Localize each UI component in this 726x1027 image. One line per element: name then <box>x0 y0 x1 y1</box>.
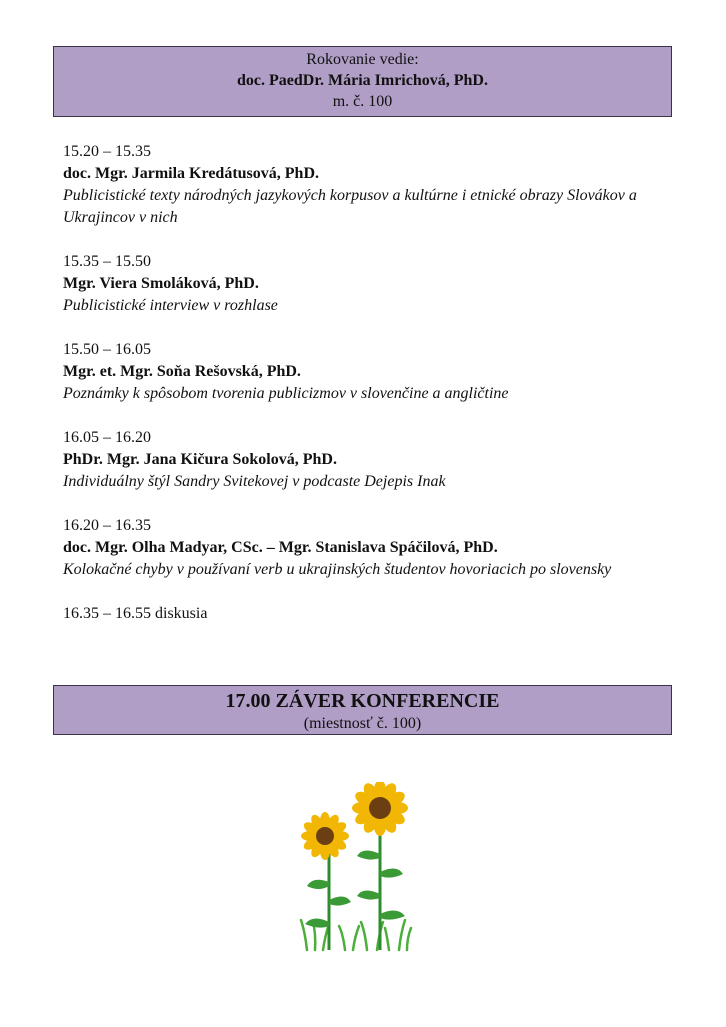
chair-box <box>53 46 672 117</box>
talk-item <box>63 339 673 405</box>
talk-speaker: doc. Mgr. Olha Madyar, CSc. – Mgr. Stanislava Spáčilová, PhD. <box>63 539 498 556</box>
talk-title: Publicistické texty národných jazykových korpusov a kultúrne i etnické obrazy Slovákov a Ukrajincov v nich <box>63 187 637 226</box>
talk-time: 16.20 – 16.35 <box>63 517 151 534</box>
closing-box <box>53 685 672 735</box>
talk-item <box>63 515 673 581</box>
talk-title: Individuálny štýl Sandry Svitekovej v podcaste Dejepis Inak <box>63 473 446 490</box>
talk-time: 15.35 – 15.50 <box>63 253 151 270</box>
talk-speaker: Mgr. Viera Smoláková, PhD. <box>63 275 259 292</box>
talk-time: 15.50 – 16.05 <box>63 341 151 358</box>
talk-item <box>63 427 673 493</box>
session-list <box>63 141 673 625</box>
talk-speaker: Mgr. et. Mgr. Soňa Rešovská, PhD. <box>63 363 301 380</box>
talk-title: Publicistické interview v rozhlase <box>63 297 278 314</box>
talk-speaker: doc. Mgr. Jarmila Kredátusová, PhD. <box>63 165 319 182</box>
talk-item <box>63 251 673 317</box>
talk-time: 15.20 – 15.35 <box>63 143 151 160</box>
chair-room: m. č. 100 <box>332 93 393 110</box>
talk-item <box>63 141 673 229</box>
talk-speaker: PhDr. Mgr. Jana Kičura Sokolová, PhD. <box>63 451 337 468</box>
talk-title: Poznámky k spôsobom tvorenia publicizmov v slovenčine a angličtine <box>63 385 509 402</box>
chair-name: doc. PaedDr. Mária Imrichová, PhD. <box>237 72 488 89</box>
closing-title: 17.00 ZÁVER KONFERENCIE <box>225 690 500 712</box>
talk-title: Kolokačné chyby v používaní verb u ukrajinských študentov hovoriacich po slovensky <box>63 561 612 578</box>
discussion-slot: 16.35 – 16.55 diskusia <box>63 605 208 622</box>
closing-room: (miestnosť č. 100) <box>303 715 422 732</box>
talk-time: 16.05 – 16.20 <box>63 429 151 446</box>
sunflowers-icon <box>295 782 415 952</box>
chair-label: Rokovanie vedie: <box>306 51 419 68</box>
